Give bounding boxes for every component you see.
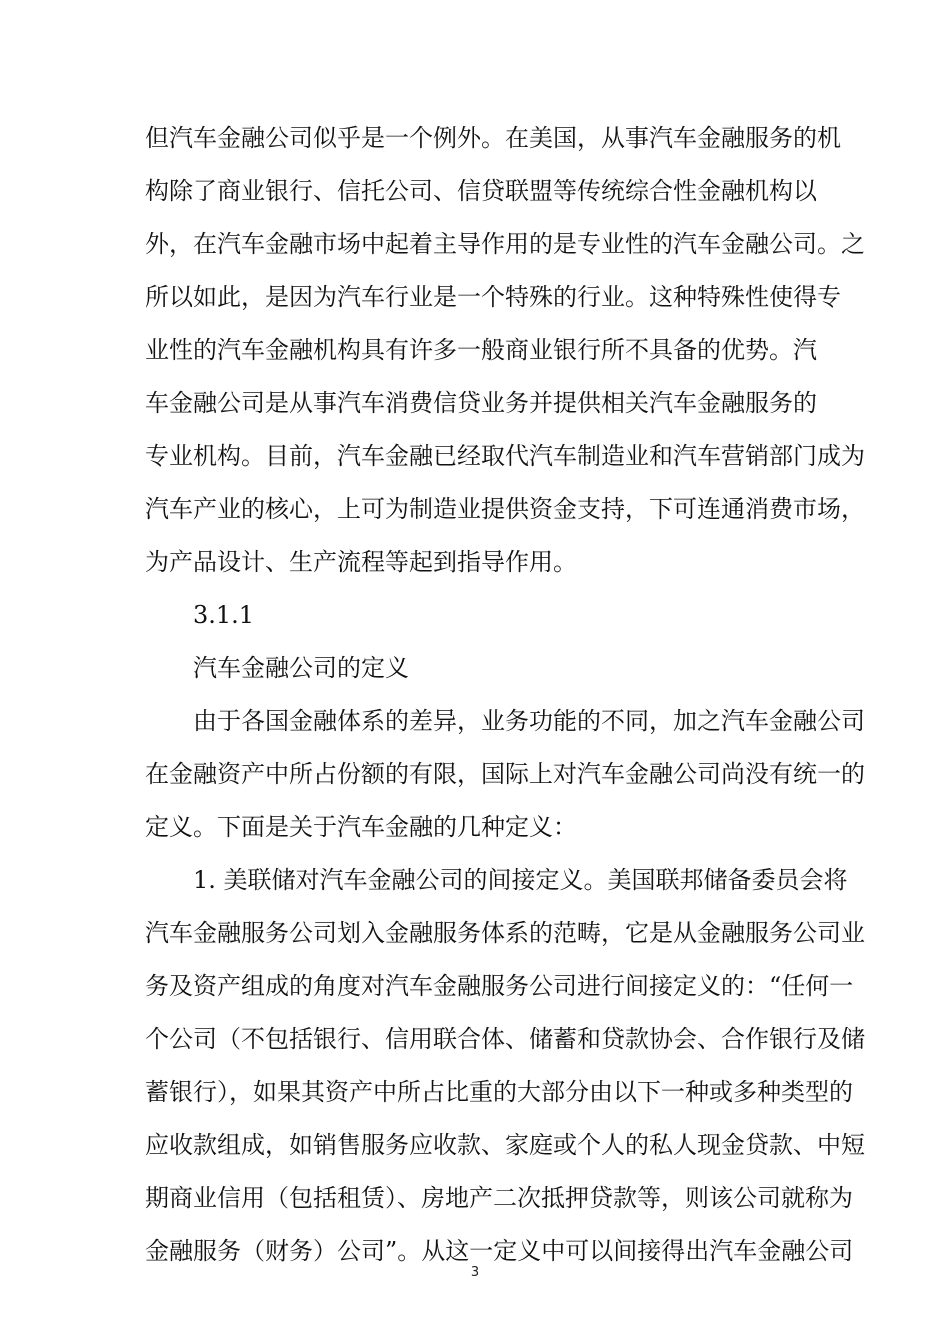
- paragraph-line: 蓄银行），如果其资产中所占比重的大部分由以下一种或多种类型的: [145, 1078, 853, 1106]
- paragraph-line: 汽车金融服务公司划入金融服务体系的范畴，它是从金融服务公司业: [145, 919, 865, 947]
- section-heading: 汽车金融公司的定义: [193, 654, 409, 682]
- paragraph-line: 期商业信用（包括租赁）、房地产二次抵押贷款等，则该公司就称为: [145, 1184, 853, 1212]
- section-number: 3.1.1: [193, 601, 255, 629]
- paragraph-line: 个公司（不包括银行、信用联合体、储蓄和贷款协会、合作银行及储: [145, 1025, 865, 1053]
- paragraph-line: 在金融资产中所占份额的有限，国际上对汽车金融公司尚没有统一的: [145, 760, 865, 788]
- paragraph-line: 定义。下面是关于汽车金融的几种定义：: [145, 813, 577, 841]
- paragraph-line: 务及资产组成的角度对汽车金融服务公司进行间接定义的：“任何一: [145, 972, 854, 1000]
- paragraph-line: 但汽车金融公司似乎是一个例外。在美国，从事汽车金融服务的机: [145, 124, 841, 152]
- paragraph-line: 金融服务（财务）公司”。从这一定义中可以间接得出汽车金融公司: [145, 1237, 854, 1265]
- page-number: 3: [470, 1265, 480, 1280]
- paragraph-line: 外，在汽车金融市场中起着主导作用的是专业性的汽车金融公司。之: [145, 230, 865, 258]
- paragraph-line: 所以如此，是因为汽车行业是一个特殊的行业。这种特殊性使得专: [145, 283, 841, 311]
- paragraph-line: 汽车产业的核心，上可为制造业提供资金支持，下可连通消费市场，: [145, 495, 865, 523]
- paragraph-line: 构除了商业银行、信托公司、信贷联盟等传统综合性金融机构以: [145, 177, 817, 205]
- paragraph-line: 专业机构。目前，汽车金融已经取代汽车制造业和汽车营销部门成为: [145, 442, 865, 470]
- paragraph-line: 业性的汽车金融机构具有许多一般商业银行所不具备的优势。汽: [145, 336, 817, 364]
- paragraph-line: 1. 美联储对汽车金融公司的间接定义。美国联邦储备委员会将: [193, 866, 848, 894]
- paragraph-line: 车金融公司是从事汽车消费信贷业务并提供相关汽车金融服务的: [145, 389, 817, 417]
- paragraph-line: 由于各国金融体系的差异，业务功能的不同，加之汽车金融公司: [193, 707, 865, 735]
- paragraph-line: 应收款组成，如销售服务应收款、家庭或个人的私人现金贷款、中短: [145, 1131, 865, 1159]
- paragraph-line: 为产品设计、生产流程等起到指导作用。: [145, 548, 577, 576]
